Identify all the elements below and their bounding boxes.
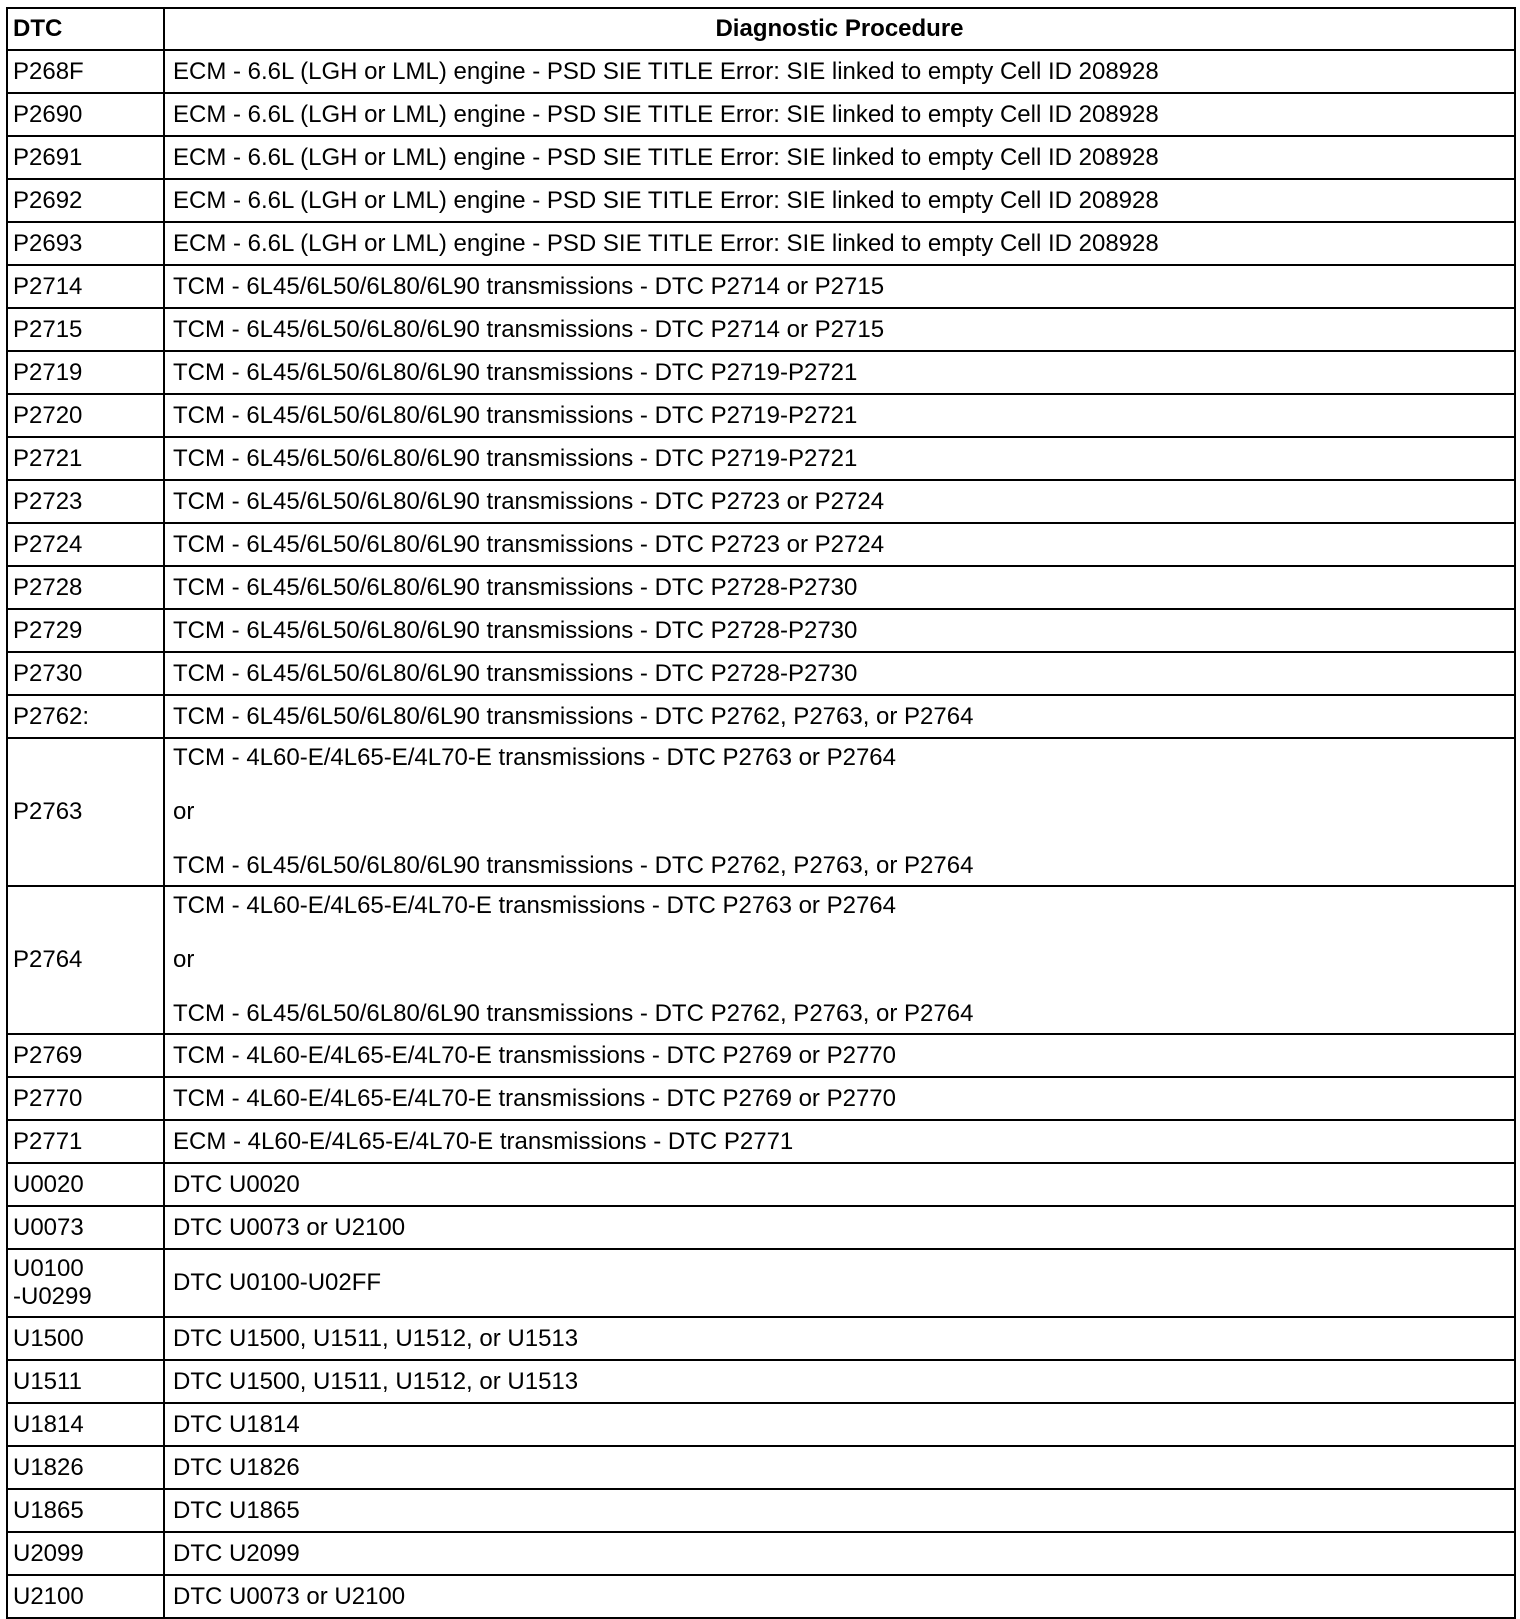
procedure-cell: TCM - 6L45/6L50/6L80/6L90 transmissions - DTC P2714 or P2715 [164,265,1515,308]
table-row [7,695,1515,738]
dtc-cell: U2099 [7,1532,164,1575]
dtc-table [6,7,1516,1619]
procedure-cell: ECM - 6.6L (LGH or LML) engine - PSD SIE TITLE Error: SIE linked to empty Cell ID 208928 [164,93,1515,136]
dtc-cell: P2690 [7,93,164,136]
dtc-cell: U2100 [7,1575,164,1618]
procedure-cell: TCM - 6L45/6L50/6L80/6L90 transmissions - DTC P2719-P2721 [164,394,1515,437]
dtc-cell: P2720 [7,394,164,437]
dtc-cell: P2730 [7,652,164,695]
table-row [7,93,1515,136]
procedure-cell: TCM - 4L60-E/4L65-E/4L70-E transmissions - DTC P2769 or P2770 [164,1034,1515,1077]
dtc-cell: P2693 [7,222,164,265]
procedure-cell-multi [164,886,1515,1034]
dtc-cell: P2763 [7,738,164,886]
dtc-cell: P2723 [7,480,164,523]
procedure-cell-multi [164,738,1515,886]
table-row [7,1532,1515,1575]
table-row [7,566,1515,609]
procedure-cell: TCM - 4L60-E/4L65-E/4L70-E transmissions - DTC P2769 or P2770 [164,1077,1515,1120]
table-row [7,50,1515,93]
dtc-cell: P2728 [7,566,164,609]
procedure-cell: DTC U0100-U02FF [164,1249,1515,1317]
dtc-cell: P2721 [7,437,164,480]
table-row-range [7,1249,1515,1317]
table-row [7,1034,1515,1077]
table-row [7,179,1515,222]
dtc-cell: P2764 [7,886,164,1034]
table-row [7,1446,1515,1489]
procedure-cell: TCM - 6L45/6L50/6L80/6L90 transmissions - DTC P2719-P2721 [164,351,1515,394]
procedure-cell: DTC U1814 [164,1403,1515,1446]
dtc-range-start: U0100 [13,1255,84,1282]
dtc-cell: P2715 [7,308,164,351]
procedure-cell: TCM - 6L45/6L50/6L80/6L90 transmissions - DTC P2723 or P2724 [164,523,1515,566]
procedure-line: TCM - 6L45/6L50/6L80/6L90 transmissions - DTC P2762, P2763, or P2764 [173,852,974,879]
procedure-cell: ECM - 6.6L (LGH or LML) engine - PSD SIE TITLE Error: SIE linked to empty Cell ID 208928 [164,222,1515,265]
procedure-cell: TCM - 6L45/6L50/6L80/6L90 transmissions - DTC P2719-P2721 [164,437,1515,480]
table-row [7,136,1515,179]
procedure-cell: ECM - 6.6L (LGH or LML) engine - PSD SIE TITLE Error: SIE linked to empty Cell ID 208928 [164,136,1515,179]
table-row [7,1575,1515,1618]
procedure-line: TCM - 6L45/6L50/6L80/6L90 transmissions - DTC P2762, P2763, or P2764 [173,1000,974,1027]
procedure-cell: TCM - 6L45/6L50/6L80/6L90 transmissions - DTC P2728-P2730 [164,652,1515,695]
dtc-cell: U1865 [7,1489,164,1532]
procedure-cell: DTC U0073 or U2100 [164,1575,1515,1618]
table-row [7,1120,1515,1163]
dtc-column-header: DTC [7,8,164,50]
procedure-cell: DTC U2099 [164,1532,1515,1575]
table-row [7,1360,1515,1403]
dtc-cell: P2769 [7,1034,164,1077]
procedure-cell: DTC U1500, U1511, U1512, or U1513 [164,1317,1515,1360]
dtc-cell: U1500 [7,1317,164,1360]
procedure-or-line: or [173,946,195,973]
table-row [7,1317,1515,1360]
table-row [7,351,1515,394]
procedure-cell: TCM - 6L45/6L50/6L80/6L90 transmissions - DTC P2728-P2730 [164,566,1515,609]
table-row [7,523,1515,566]
procedure-line: TCM - 4L60-E/4L65-E/4L70-E transmissions - DTC P2763 or P2764 [173,744,896,771]
table-row-multi [7,738,1515,886]
dtc-table-container [6,7,1514,1619]
table-row [7,1077,1515,1120]
procedure-cell: DTC U1865 [164,1489,1515,1532]
procedure-cell: DTC U1826 [164,1446,1515,1489]
dtc-cell: P2770 [7,1077,164,1120]
dtc-cell: U0020 [7,1163,164,1206]
table-row [7,222,1515,265]
procedure-cell: ECM - 4L60-E/4L65-E/4L70-E transmissions - DTC P2771 [164,1120,1515,1163]
table-row [7,1206,1515,1249]
dtc-cell: P2719 [7,351,164,394]
dtc-cell: P2692 [7,179,164,222]
procedure-cell: TCM - 6L45/6L50/6L80/6L90 transmissions - DTC P2762, P2763, or P2764 [164,695,1515,738]
procedure-cell: DTC U0073 or U2100 [164,1206,1515,1249]
dtc-cell: U1814 [7,1403,164,1446]
table-row [7,1403,1515,1446]
dtc-cell: U1826 [7,1446,164,1489]
dtc-cell: P2771 [7,1120,164,1163]
table-row [7,265,1515,308]
table-row [7,480,1515,523]
table-header-row [7,8,1515,50]
table-row [7,394,1515,437]
dtc-cell: P2724 [7,523,164,566]
table-row [7,652,1515,695]
procedure-cell: TCM - 6L45/6L50/6L80/6L90 transmissions - DTC P2723 or P2724 [164,480,1515,523]
table-row [7,1163,1515,1206]
procedure-column-header: Diagnostic Procedure [164,8,1515,50]
dtc-range-cell [7,1249,164,1317]
table-row [7,437,1515,480]
procedure-cell: ECM - 6.6L (LGH or LML) engine - PSD SIE TITLE Error: SIE linked to empty Cell ID 208928 [164,179,1515,222]
dtc-cell: U0073 [7,1206,164,1249]
procedure-cell: DTC U1500, U1511, U1512, or U1513 [164,1360,1515,1403]
table-row [7,609,1515,652]
dtc-range-end: -U0299 [13,1283,92,1310]
procedure-cell: TCM - 6L45/6L50/6L80/6L90 transmissions - DTC P2714 or P2715 [164,308,1515,351]
procedure-cell: TCM - 6L45/6L50/6L80/6L90 transmissions - DTC P2728-P2730 [164,609,1515,652]
dtc-cell: U1511 [7,1360,164,1403]
dtc-cell: P2762: [7,695,164,738]
procedure-line: TCM - 4L60-E/4L65-E/4L70-E transmissions - DTC P2763 or P2764 [173,892,896,919]
table-row-multi [7,886,1515,1034]
table-row [7,1489,1515,1532]
dtc-cell: P268F [7,50,164,93]
dtc-cell: P2691 [7,136,164,179]
procedure-cell: ECM - 6.6L (LGH or LML) engine - PSD SIE TITLE Error: SIE linked to empty Cell ID 208928 [164,50,1515,93]
procedure-cell: DTC U0020 [164,1163,1515,1206]
dtc-cell: P2729 [7,609,164,652]
dtc-cell: P2714 [7,265,164,308]
table-row [7,308,1515,351]
procedure-or-line: or [173,798,195,825]
